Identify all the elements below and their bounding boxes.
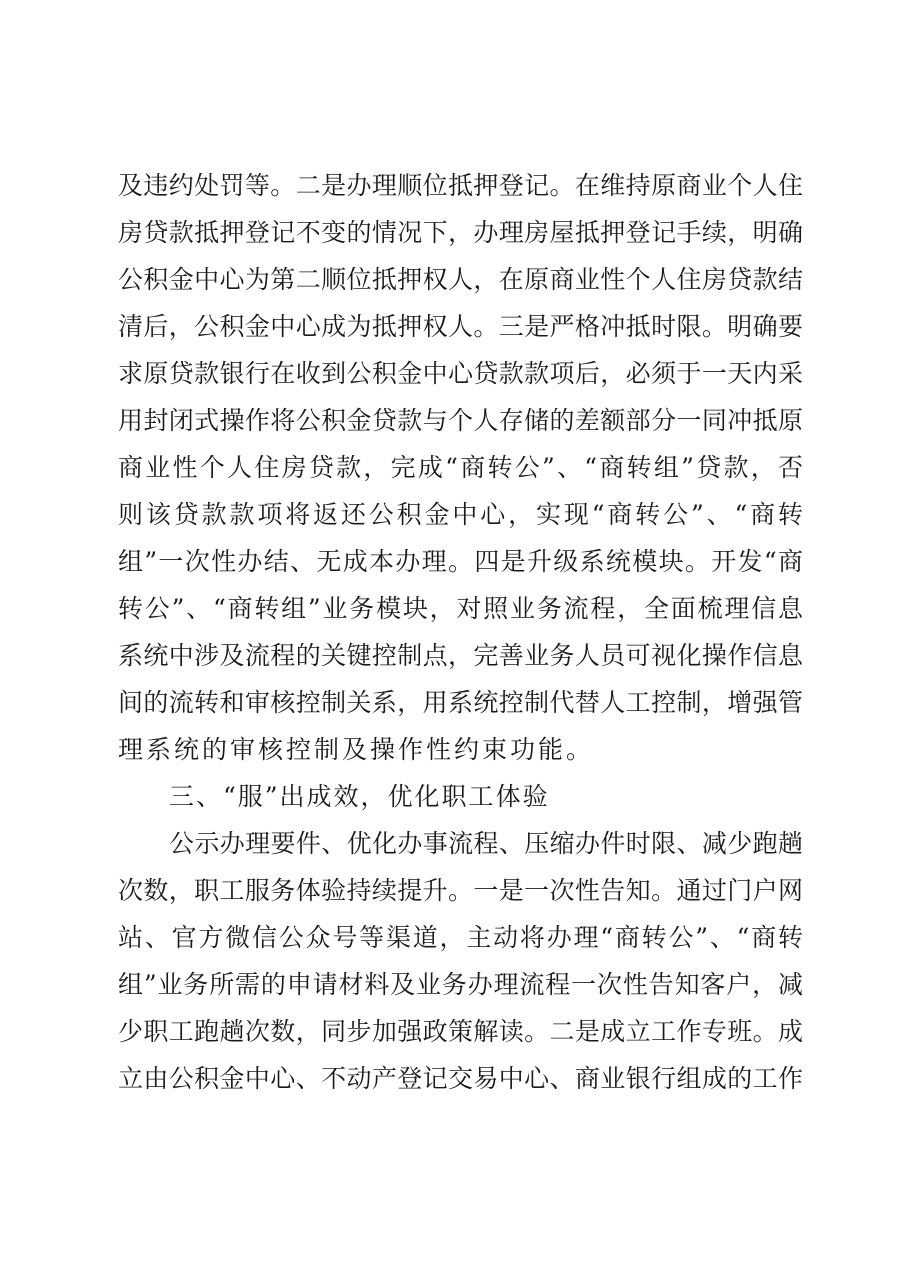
paragraph-line: 组”一次性办结、无成本办理。四是升级系统模块。开发“商 (118, 547, 803, 576)
paragraph-line: 清后，公积金中心成为抵押权人。三是严格冲抵时限。明确要 (118, 312, 803, 341)
section-heading: 三、“服”出成效，优化职工体验 (169, 782, 550, 811)
paragraph-line: 公积金中心为第二顺位抵押权人，在原商业性个人住房贷款结 (118, 265, 803, 294)
paragraph-line: 房贷款抵押登记不变的情况下，办理房屋抵押登记手续，明确 (118, 218, 803, 247)
paragraph-line: 系统中涉及流程的关键控制点，完善业务人员可视化操作信息 (118, 641, 803, 670)
paragraph-line: 立由公积金中心、不动产登记交易中心、商业银行组成的工作 (118, 1064, 803, 1093)
paragraph-line: 间的流转和审核控制关系，用系统控制代替人工控制，增强管 (118, 688, 803, 717)
paragraph-line: 及违约处罚等。二是办理顺位抵押登记。在维持原商业个人住 (118, 171, 803, 200)
paragraph-first-line: 公示办理要件、优化办事流程、压缩办件时限、减少跑趟 (169, 829, 803, 858)
paragraph-line: 求原贷款银行在收到公积金中心贷款款项后，必须于一天内采 (118, 359, 803, 388)
paragraph-line: 则该贷款款项将返还公积金中心，实现“商转公”、“商转 (118, 500, 803, 529)
paragraph-line: 用封闭式操作将公积金贷款与个人存储的差额部分一同冲抵原 (118, 406, 803, 435)
paragraph-line: 少职工跑趟次数，同步加强政策解读。二是成立工作专班。成 (118, 1017, 803, 1046)
paragraph-line: 站、官方微信公众号等渠道，主动将办理“商转公”、“商转 (118, 923, 803, 952)
document-body (118, 162, 803, 1102)
paragraph-line: 转公”、“商转组”业务模块，对照业务流程，全面梳理信息 (118, 594, 803, 623)
paragraph-line: 次数，职工服务体验持续提升。一是一次性告知。通过门户网 (118, 876, 803, 905)
paragraph-line: 组”业务所需的申请材料及业务办理流程一次性告知客户，减 (118, 970, 803, 999)
paragraph-line: 商业性个人住房贷款，完成“商转公”、“商转组”贷款，否 (118, 453, 803, 482)
paragraph-last-line: 理系统的审核控制及操作性约束功能。 (118, 735, 595, 764)
